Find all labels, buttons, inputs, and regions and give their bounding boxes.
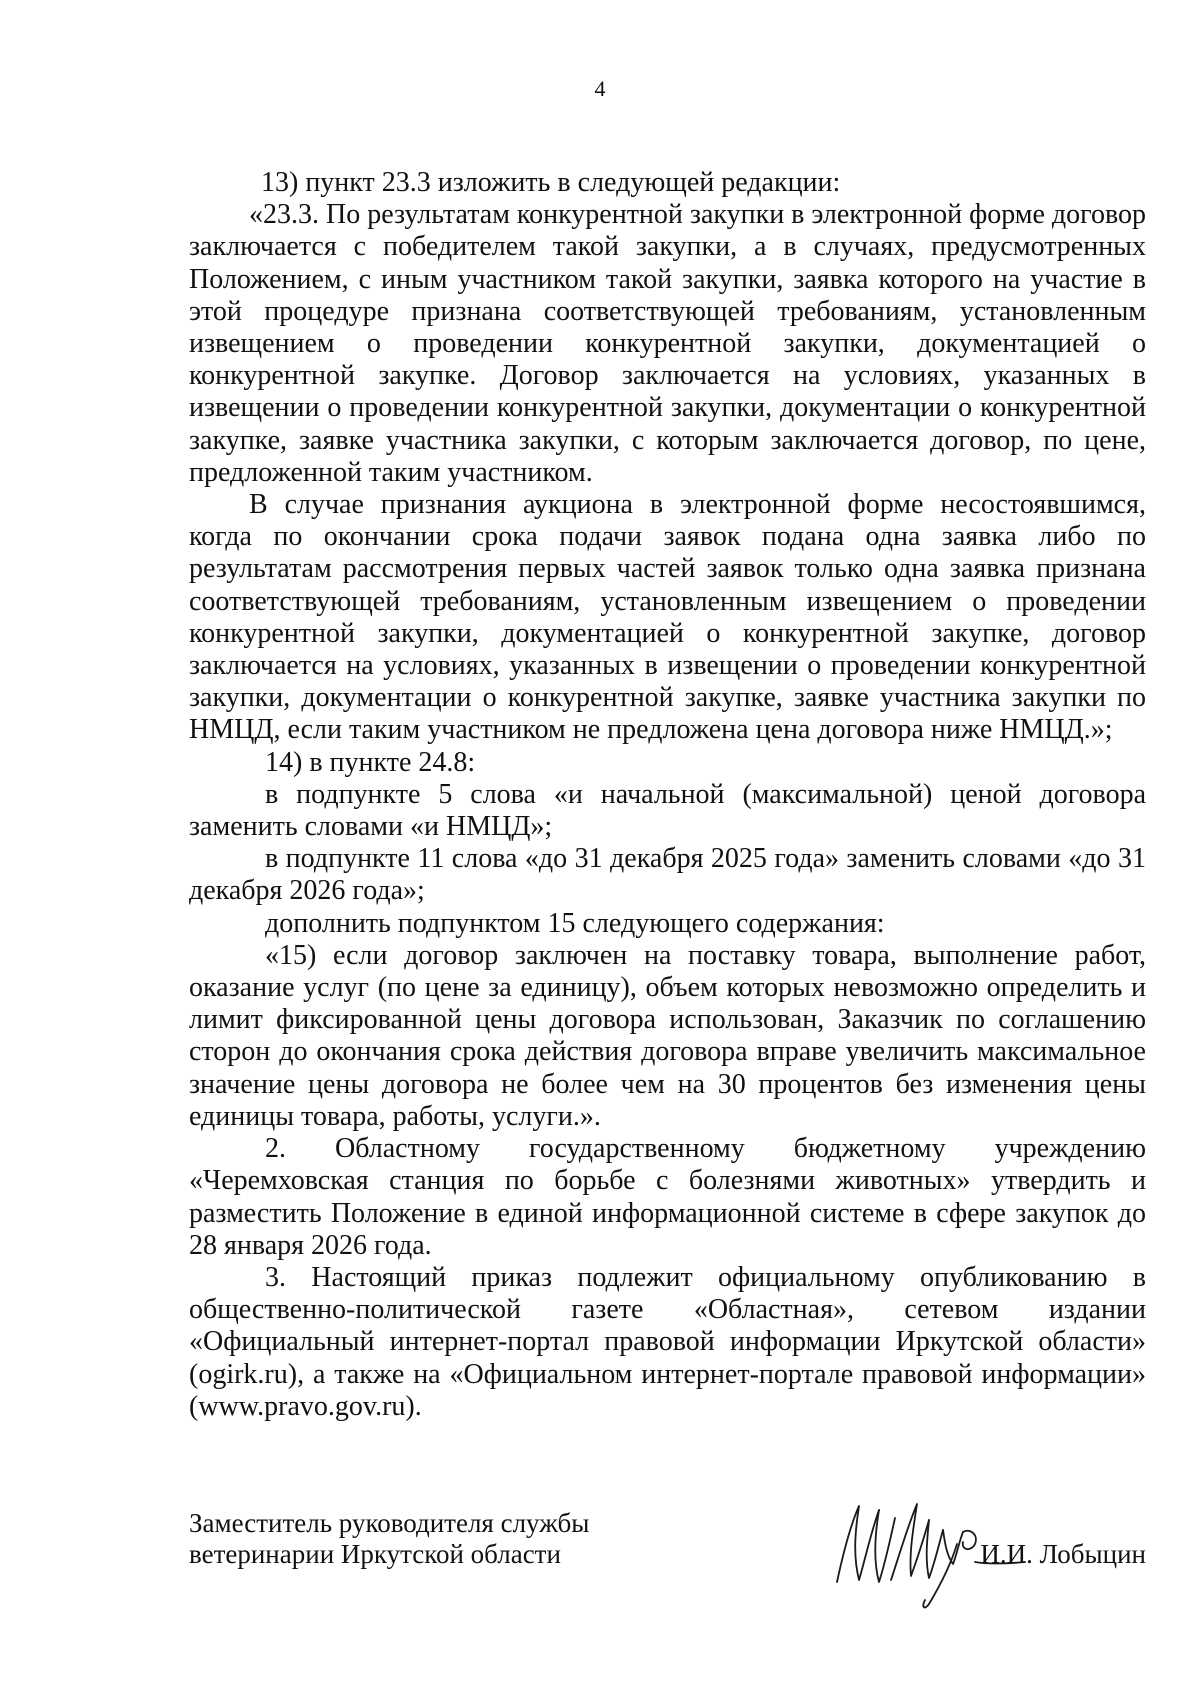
paragraph-auction-failed: В случае признания аукциона в электронной форме несостоявшимся, когда по окончании срока подачи заявок подана одна заявка либо по результатам рассмотрения первых частей заявок только одна заявка признана соответствующей требованиям, установленным извещением о проведении конкурентной закупки, документацией о конкурентной закупке, договор заключается на условиях, указанных в извещении о проведении конкурентной закупки, документации о конкурентной закупке, заявке участника закупки по НМЦД, если таким участником не предложена цена договора ниже НМЦД.»;: [189, 489, 1146, 746]
paragraph-item-14: 14) в пункте 24.8:: [265, 746, 476, 778]
paragraph-subitem-11: в подпункте 11 слова «до 31 декабря 2025 года» заменить словами «до 31 декабря 2026 года»;: [189, 843, 1146, 907]
paragraph-item-13: 13) пункт 23.3 изложить в следующей редакции:: [261, 167, 841, 198]
document-body: [189, 167, 1146, 1423]
page-number: 4: [594, 76, 606, 101]
signatory-title: [189, 1508, 589, 1570]
paragraph-quoted-23-3: «23.3. По результатам конкурентной закупки в электронной форме договор заключается с победителем такой закупки, а в случаях, предусмотренных Положением, с иным участником такой закупки, заявка которого на участие в этой процедуре признана соответствующей требованиям, установленным извещением о проведении конкурентной закупки, документацией о конкурентной закупке. Договор заключается на условиях, указанных в извещении о проведении конкурентной закупки, документации о конкурентной закупке, заявке участника закупки, с которым заключается договор, по цене, предложенной таким участником.: [189, 199, 1146, 488]
paragraph-subitem-5: в подпункте 5 слова «и начальной (максимальной) ценой договора заменить словами «и НМЦД»;: [189, 778, 1146, 843]
signatory-name: И.И. Лобыцин: [980, 1539, 1146, 1569]
paragraph-point-2: 2. Областному государственному бюджетному учреждению «Черемховская станция по борьбе с болезнями животных» утвердить и разместить Положение в единой информационной системе в сфере закупок до 28 января 2026 года.: [189, 1133, 1146, 1261]
paragraph-add-subitem-15: дополнить подпунктом 15 следующего содержания:: [265, 907, 885, 939]
signatory-title-line-2: ветеринарии Иркутской области: [189, 1539, 561, 1569]
paragraph-subitem-15-text: «15) если договор заключен на поставку товара, выполнение работ, оказание услуг (по цене за единицу), объем которых невозможно определить и лимит фиксированной цены договора использован, Заказчик по соглашению сторон до окончания срока действия договора вправе увеличить максимальное значение цены договора не более чем на 30 процентов без изменения цены единицы товара, работы, услуги.».: [189, 939, 1146, 1132]
signature-block: [189, 1508, 1146, 1628]
signatory-title-line-1: Заместитель руководителя службы: [189, 1508, 590, 1538]
paragraph-point-3: 3. Настоящий приказ подлежит официальному опубликованию в общественно-политической газете «Областная», сетевом издании «Официальный интернет-портал правовой информации Иркутской области» (ogirk.ru), а также на «Официальном интернет-портале правовой информации» (www.pravo.gov.ru).: [189, 1261, 1146, 1422]
